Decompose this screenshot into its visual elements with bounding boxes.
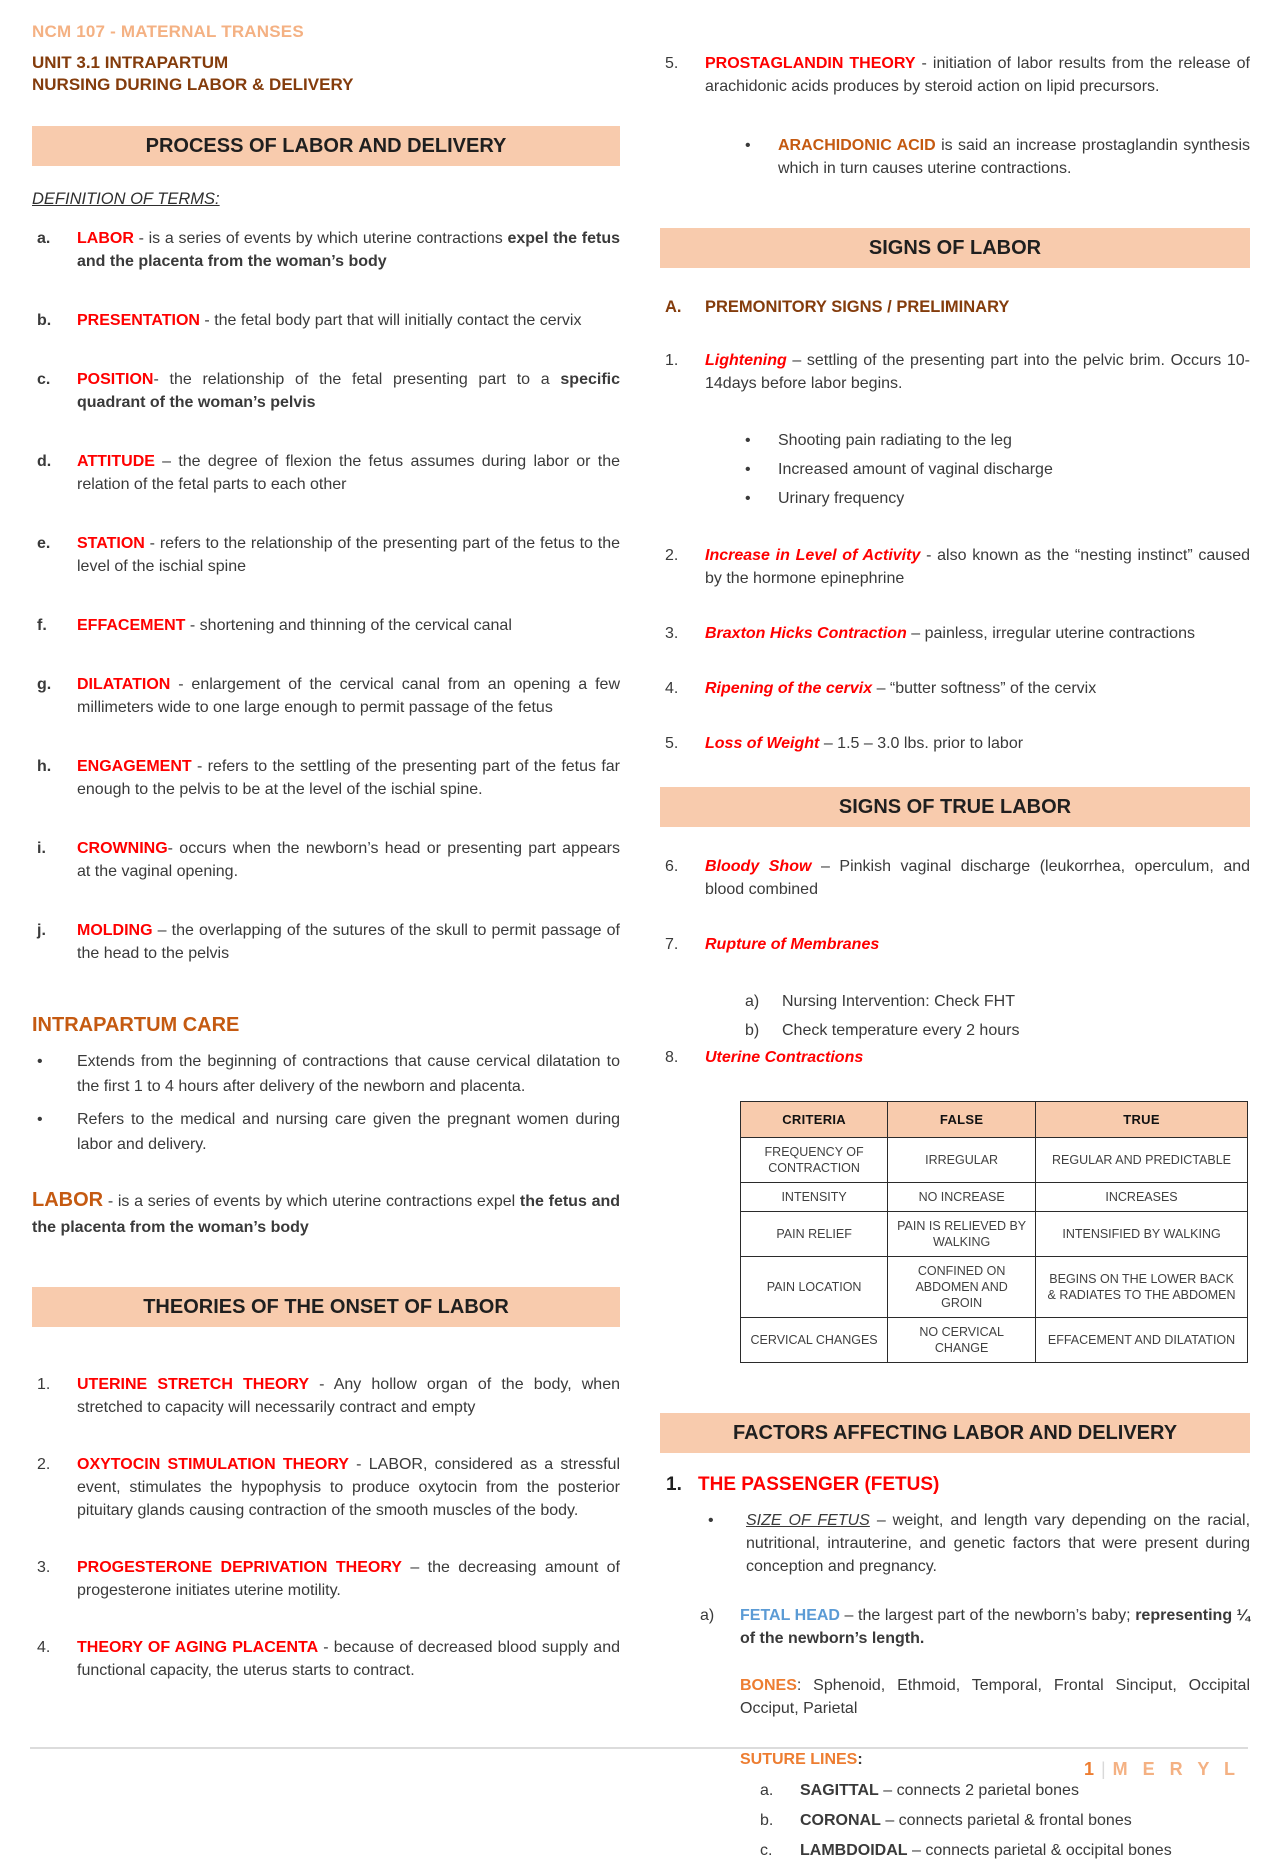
arachidonic-acid-bullet	[660, 134, 1250, 180]
term-item	[32, 755, 620, 801]
premonitory-text: Ripening of the cervix – “butter softness” of the cervix	[705, 680, 1097, 697]
theory-term: PROGESTERONE DEPRIVATION THEORY	[77, 1559, 402, 1576]
footer-separator: |	[1100, 1759, 1106, 1779]
table-cell: FREQUENCY OF CONTRACTION	[741, 1138, 888, 1183]
premonitory-term: Ripening of the cervix	[705, 680, 873, 697]
theories-list	[32, 1373, 620, 1682]
theory-term: UTERINE STRETCH THEORY	[77, 1376, 310, 1393]
size-of-fetus-bullet	[660, 1509, 1250, 1578]
table-cell: BEGINS ON THE LOWER BACK & RADIATES TO THE ABDOMEN	[1036, 1257, 1248, 1318]
page-number: 1	[1083, 1759, 1094, 1779]
suture-lines-list	[660, 1777, 1250, 1865]
sub-bullet-item	[660, 427, 1250, 454]
term-name: DILATATION	[77, 676, 171, 693]
passenger-heading-text: THE PASSENGER (FETUS)	[698, 1474, 940, 1495]
true-labor-subitem	[660, 988, 1250, 1015]
fetal-head-letter: a)	[700, 1607, 715, 1624]
table-row	[741, 1257, 1248, 1318]
suture-item	[660, 1777, 1250, 1805]
bullet-icon: •	[708, 1512, 714, 1529]
bones-list-text: : Sphenoid, Ethmoid, Temporal, Frontal Sinciput, Occipital Occiput, Parietal	[740, 1677, 1250, 1717]
suture-item	[660, 1807, 1250, 1835]
term-text: MOLDING – the overlapping of the sutures of the skull to permit passage of the head to the pelvis	[77, 922, 620, 962]
arachidonic-acid-text	[778, 134, 1250, 180]
sub-bullet-text: Increased amount of vaginal discharge	[778, 461, 1053, 478]
labor-definition-text-bold: the fetus and the placenta from the woman’s body	[32, 1193, 621, 1236]
table-cell: INCREASES	[1036, 1183, 1248, 1212]
true-labor-item	[660, 1046, 1250, 1069]
premonitory-term: Increase in Level of Activity	[705, 547, 921, 564]
theory-number: 3.	[37, 1559, 51, 1576]
passenger-heading	[660, 1473, 1250, 1497]
term-letter: j.	[37, 922, 46, 939]
term-letter: d.	[37, 453, 52, 470]
suture-lines-term: SUTURE LINES	[740, 1751, 858, 1768]
table-cell: REGULAR AND PREDICTABLE	[1036, 1138, 1248, 1183]
right-column	[660, 40, 1250, 1867]
bones-paragraph	[740, 1674, 1250, 1720]
suture-text: LAMBDOIDAL – connects parietal & occipital bones	[800, 1842, 1172, 1859]
theory-term: OXYTOCIN STIMULATION THEORY	[77, 1456, 349, 1473]
table-row	[741, 1183, 1248, 1212]
theory-item	[32, 1556, 620, 1602]
theory-text: UTERINE STRETCH THEORY - Any hollow organ of the body, when stretched to capacity will necessarily contract and empty	[77, 1376, 621, 1416]
fetal-head-item	[660, 1604, 1250, 1650]
term-text: DILATATION - enlargement of the cervical canal from an opening a few millimeters wide to one large enough to permit passage of the fetus	[77, 676, 620, 716]
premonitory-signs-heading	[660, 296, 1250, 319]
suture-letter: b.	[760, 1812, 774, 1829]
term-name: PRESENTATION	[77, 312, 200, 329]
premonitory-term: Loss of Weight	[705, 735, 820, 752]
suture-lines-colon: :	[857, 1751, 863, 1768]
unit-title-line-1: UNIT 3.1 INTRAPARTUM	[32, 53, 229, 72]
bullet-icon: •	[37, 1053, 43, 1070]
care-bullet-text: Refers to the medical and nursing care given the pregnant women during labor and delivery.	[77, 1111, 620, 1153]
footer-divider	[30, 1747, 1248, 1749]
term-name: LABOR	[77, 230, 134, 247]
table-cell: PAIN RELIEF	[741, 1212, 888, 1257]
term-letter: h.	[37, 758, 52, 775]
care-bullet-item	[32, 1107, 620, 1157]
term-text: CROWNING- occurs when the newborn’s head or presenting part appears at the vaginal opening.	[77, 840, 620, 880]
bullet-icon: •	[745, 461, 751, 478]
term-item	[32, 673, 620, 719]
suture-text: CORONAL – connects parietal & frontal bones	[800, 1812, 1132, 1829]
theory-item-5	[660, 52, 1250, 98]
table-row	[741, 1318, 1248, 1363]
term-text: LABOR - is a series of events by which uterine contractions expel the fetus and the placenta from the woman’s body	[77, 230, 620, 270]
table-cell: CERVICAL CHANGES	[741, 1318, 888, 1363]
table-header-cell: TRUE	[1036, 1102, 1248, 1138]
suture-text: SAGITTAL – connects 2 parietal bones	[800, 1782, 1079, 1799]
premonitory-text: Loss of Weight – 1.5 – 3.0 lbs. prior to labor	[705, 735, 1024, 752]
theory-item	[32, 1453, 620, 1522]
suture-letter: c.	[760, 1842, 773, 1859]
banner-process-of-labor: PROCESS OF LABOR AND DELIVERY	[32, 126, 620, 166]
term-item	[32, 368, 620, 414]
passenger-number: 1.	[666, 1474, 682, 1495]
term-item	[32, 614, 620, 637]
table-cell: EFFACEMENT AND DILATATION	[1036, 1318, 1248, 1363]
true-labor-number: 6.	[665, 858, 679, 875]
term-letter: g.	[37, 676, 52, 693]
size-of-fetus-desc: – weight, and length vary depending on the racial, nutritional, intrauterine, and genetic factors that were present during conception and pregnancy.	[746, 1512, 1251, 1575]
subitem-text: Check temperature every 2 hours	[782, 1022, 1020, 1039]
unit-title	[32, 52, 620, 96]
definition-of-terms-heading: DEFINITION OF TERMS:	[32, 190, 220, 208]
care-bullet-text: Extends from the beginning of contractions that cause cervical dilatation to the first 1 to 4 hours after delivery of the newborn and placenta.	[77, 1053, 620, 1095]
theory-5-term: PROSTAGLANDIN THEORY	[705, 55, 916, 72]
premonitory-item	[660, 677, 1250, 700]
theory-number: 4.	[37, 1639, 51, 1656]
theory-item	[32, 1373, 620, 1419]
author-name: M E R Y L	[1112, 1759, 1240, 1779]
term-item	[32, 309, 620, 332]
true-labor-term: Bloody Show	[705, 858, 812, 875]
suture-term: CORONAL	[800, 1812, 881, 1829]
fetal-head-desc: – the largest part of the newborn’s baby;	[839, 1607, 1136, 1624]
term-text: POSITION- the relationship of the fetal presenting part to a specific quadrant of the woman’s pelvis	[77, 371, 620, 411]
premonitory-number: 2.	[665, 547, 679, 564]
term-name: MOLDING	[77, 922, 153, 939]
true-labor-text	[705, 1046, 1250, 1069]
table-row	[741, 1138, 1248, 1183]
true-false-labor-table	[740, 1101, 1248, 1363]
term-name: EFFACEMENT	[77, 617, 186, 634]
term-letter: f.	[37, 617, 47, 634]
true-labor-term: Rupture of Membranes	[705, 936, 880, 953]
intrapartum-care-heading: INTRAPARTUM CARE	[32, 1014, 240, 1036]
premonitory-signs-list	[660, 349, 1250, 755]
premonitory-text: Lightening – settling of the presenting part into the pelvic brim. Occurs 10-14days before labor begins.	[705, 352, 1250, 392]
term-item	[32, 919, 620, 965]
banner-theories-of-onset: THEORIES OF THE ONSET OF LABOR	[32, 1287, 620, 1327]
bullet-icon: •	[37, 1111, 43, 1128]
term-name: STATION	[77, 535, 145, 552]
premonitory-sub-bullets	[660, 427, 1250, 512]
labor-definition	[32, 1187, 620, 1241]
premonitory-item	[660, 544, 1250, 590]
term-letter: b.	[37, 312, 52, 329]
premonitory-number: 3.	[665, 625, 679, 642]
table-row	[741, 1212, 1248, 1257]
table-cell: CONFINED ON ABDOMEN AND GROIN	[888, 1257, 1036, 1318]
premonitory-number: 4.	[665, 680, 679, 697]
premonitory-item	[660, 622, 1250, 645]
sub-bullet-text: Shooting pain radiating to the leg	[778, 432, 1012, 449]
labor-term: LABOR	[32, 1189, 104, 1211]
bullet-icon: •	[745, 432, 751, 449]
table-header-cell: FALSE	[888, 1102, 1036, 1138]
term-name: ATTITUDE	[77, 453, 155, 470]
fetal-head-term: FETAL HEAD	[740, 1607, 840, 1624]
table-cell: PAIN LOCATION	[741, 1257, 888, 1318]
premonitory-letter: A.	[665, 298, 682, 316]
banner-signs-of-true-labor: SIGNS OF TRUE LABOR	[660, 787, 1250, 827]
term-name: ENGAGEMENT	[77, 758, 192, 775]
sub-bullet-item	[660, 485, 1250, 512]
bullet-icon: •	[745, 137, 751, 154]
term-item	[32, 532, 620, 578]
true-labor-subitem	[660, 1017, 1250, 1044]
theory-5-desc: - initiation of labor results from the release of arachidonic acids produces by steroid action on lipid precursors.	[705, 55, 1251, 95]
suture-term: SAGITTAL	[800, 1782, 879, 1799]
term-text: PRESENTATION - the fetal body part that will initially contact the cervix	[77, 312, 582, 329]
theory-text: PROGESTERONE DEPRIVATION THEORY – the decreasing amount of progesterone initiates uterine motility.	[77, 1559, 620, 1599]
fetal-head-text	[740, 1604, 1250, 1650]
sub-bullet-text: Urinary frequency	[778, 490, 905, 507]
term-item	[32, 450, 620, 496]
fetal-head-desc-bold: representing ¼ of the newborn’s length.	[740, 1607, 1251, 1647]
table-cell: INTENSIFIED BY WALKING	[1036, 1212, 1248, 1257]
care-bullet-item	[32, 1049, 620, 1099]
true-labor-text: Bloody Show – Pinkish vaginal discharge (leukorrhea, operculum, and blood combined	[705, 858, 1251, 898]
theory-number: 2.	[37, 1456, 51, 1473]
term-name: POSITION	[77, 371, 154, 388]
premonitory-heading-text: PREMONITORY SIGNS / PRELIMINARY	[705, 298, 1010, 316]
term-text: ATTITUDE – the degree of flexion the fetus assumes during labor or the relation of the fetal parts to each other	[77, 453, 620, 493]
theory-text: THEORY OF AGING PLACENTA - because of decreased blood supply and functional capacity, the uterus starts to contract.	[77, 1639, 620, 1679]
subitem-text: Nursing Intervention: Check FHT	[782, 993, 1015, 1010]
unit-title-line-2: NURSING DURING LABOR & DELIVERY	[32, 75, 354, 94]
suture-letter: a.	[760, 1782, 774, 1799]
true-labor-text	[705, 933, 1250, 956]
term-text: EFFACEMENT - shortening and thinning of the cervical canal	[77, 617, 512, 634]
premonitory-text: Braxton Hicks Contraction – painless, irregular uterine contractions	[705, 625, 1195, 642]
suture-term: LAMBDOIDAL	[800, 1842, 908, 1859]
subitem-letter: b)	[745, 1022, 760, 1039]
bullet-icon: •	[745, 490, 751, 507]
term-letter: e.	[37, 535, 51, 552]
true-labor-term: Uterine Contractions	[705, 1049, 864, 1066]
term-letter: c.	[37, 371, 51, 388]
term-letter: i.	[37, 840, 46, 857]
table-cell: INTENSITY	[741, 1183, 888, 1212]
table-cell: NO INCREASE	[888, 1183, 1036, 1212]
suture-item	[660, 1837, 1250, 1865]
true-labor-subitems	[660, 988, 1250, 1044]
definition-terms-list	[32, 227, 620, 965]
page-footer	[1084, 1758, 1240, 1781]
theory-5-text	[705, 52, 1250, 98]
term-item	[32, 837, 620, 883]
term-letter: a.	[37, 230, 51, 247]
table-cell: NO CERVICAL CHANGE	[888, 1318, 1036, 1363]
bones-term: BONES	[740, 1677, 797, 1694]
true-labor-number: 8.	[665, 1049, 679, 1066]
sub-bullet-item	[660, 456, 1250, 483]
true-labor-item	[660, 933, 1250, 956]
theory-number: 1.	[37, 1376, 51, 1393]
intrapartum-care-bullets	[32, 1049, 620, 1157]
size-of-fetus-term: SIZE OF FETUS	[746, 1512, 870, 1529]
term-text: ENGAGEMENT - refers to the settling of the presenting part of the fetus far enough to the pelvis to be at the level of the ischial spine.	[77, 758, 620, 798]
table-header-cell: CRITERIA	[741, 1102, 888, 1138]
banner-factors-affecting: FACTORS AFFECTING LABOR AND DELIVERY	[660, 1413, 1250, 1453]
true-labor-item	[660, 855, 1250, 901]
course-header: NCM 107 - MATERNAL TRANSES	[32, 22, 304, 41]
arachidonic-acid-term: ARACHIDONIC ACID	[778, 137, 936, 154]
term-text: STATION - refers to the relationship of the presenting part of the fetus to the level of the ischial spine	[77, 535, 620, 575]
banner-signs-of-labor: SIGNS OF LABOR	[660, 228, 1250, 268]
term-item	[32, 227, 620, 273]
labor-definition-text: - is a series of events by which uterine contractions expel	[103, 1193, 520, 1210]
premonitory-term: Lightening	[705, 352, 787, 369]
theory-term: THEORY OF AGING PLACENTA	[77, 1639, 319, 1656]
table-cell: PAIN IS RELIEVED BY WALKING	[888, 1212, 1036, 1257]
theory-text: OXYTOCIN STIMULATION THEORY - LABOR, considered as a stressful event, stimulates the hypophysis to produce oxytocin from the posterior pituitary glands causing contraction of the smooth muscles of the body.	[77, 1456, 621, 1519]
arachidonic-acid-desc: is said an increase prostaglandin synthesis which in turn causes uterine contractions.	[778, 137, 1250, 177]
premonitory-text: Increase in Level of Activity - also known as the “nesting instinct” caused by the hormone epinephrine	[705, 547, 1250, 587]
true-labor-list	[660, 855, 1250, 1069]
term-name: CROWNING	[77, 840, 168, 857]
table-header-row	[741, 1102, 1248, 1138]
premonitory-number: 5.	[665, 735, 679, 752]
premonitory-number: 1.	[665, 352, 679, 369]
left-column	[32, 20, 620, 1716]
premonitory-term: Braxton Hicks Contraction	[705, 625, 907, 642]
subitem-letter: a)	[745, 993, 760, 1010]
premonitory-item	[660, 349, 1250, 395]
premonitory-item	[660, 732, 1250, 755]
theory-item	[32, 1636, 620, 1682]
true-labor-number: 7.	[665, 936, 679, 953]
size-of-fetus-text	[746, 1509, 1250, 1578]
theory-5-number: 5.	[665, 55, 679, 72]
table-cell: IRREGULAR	[888, 1138, 1036, 1183]
